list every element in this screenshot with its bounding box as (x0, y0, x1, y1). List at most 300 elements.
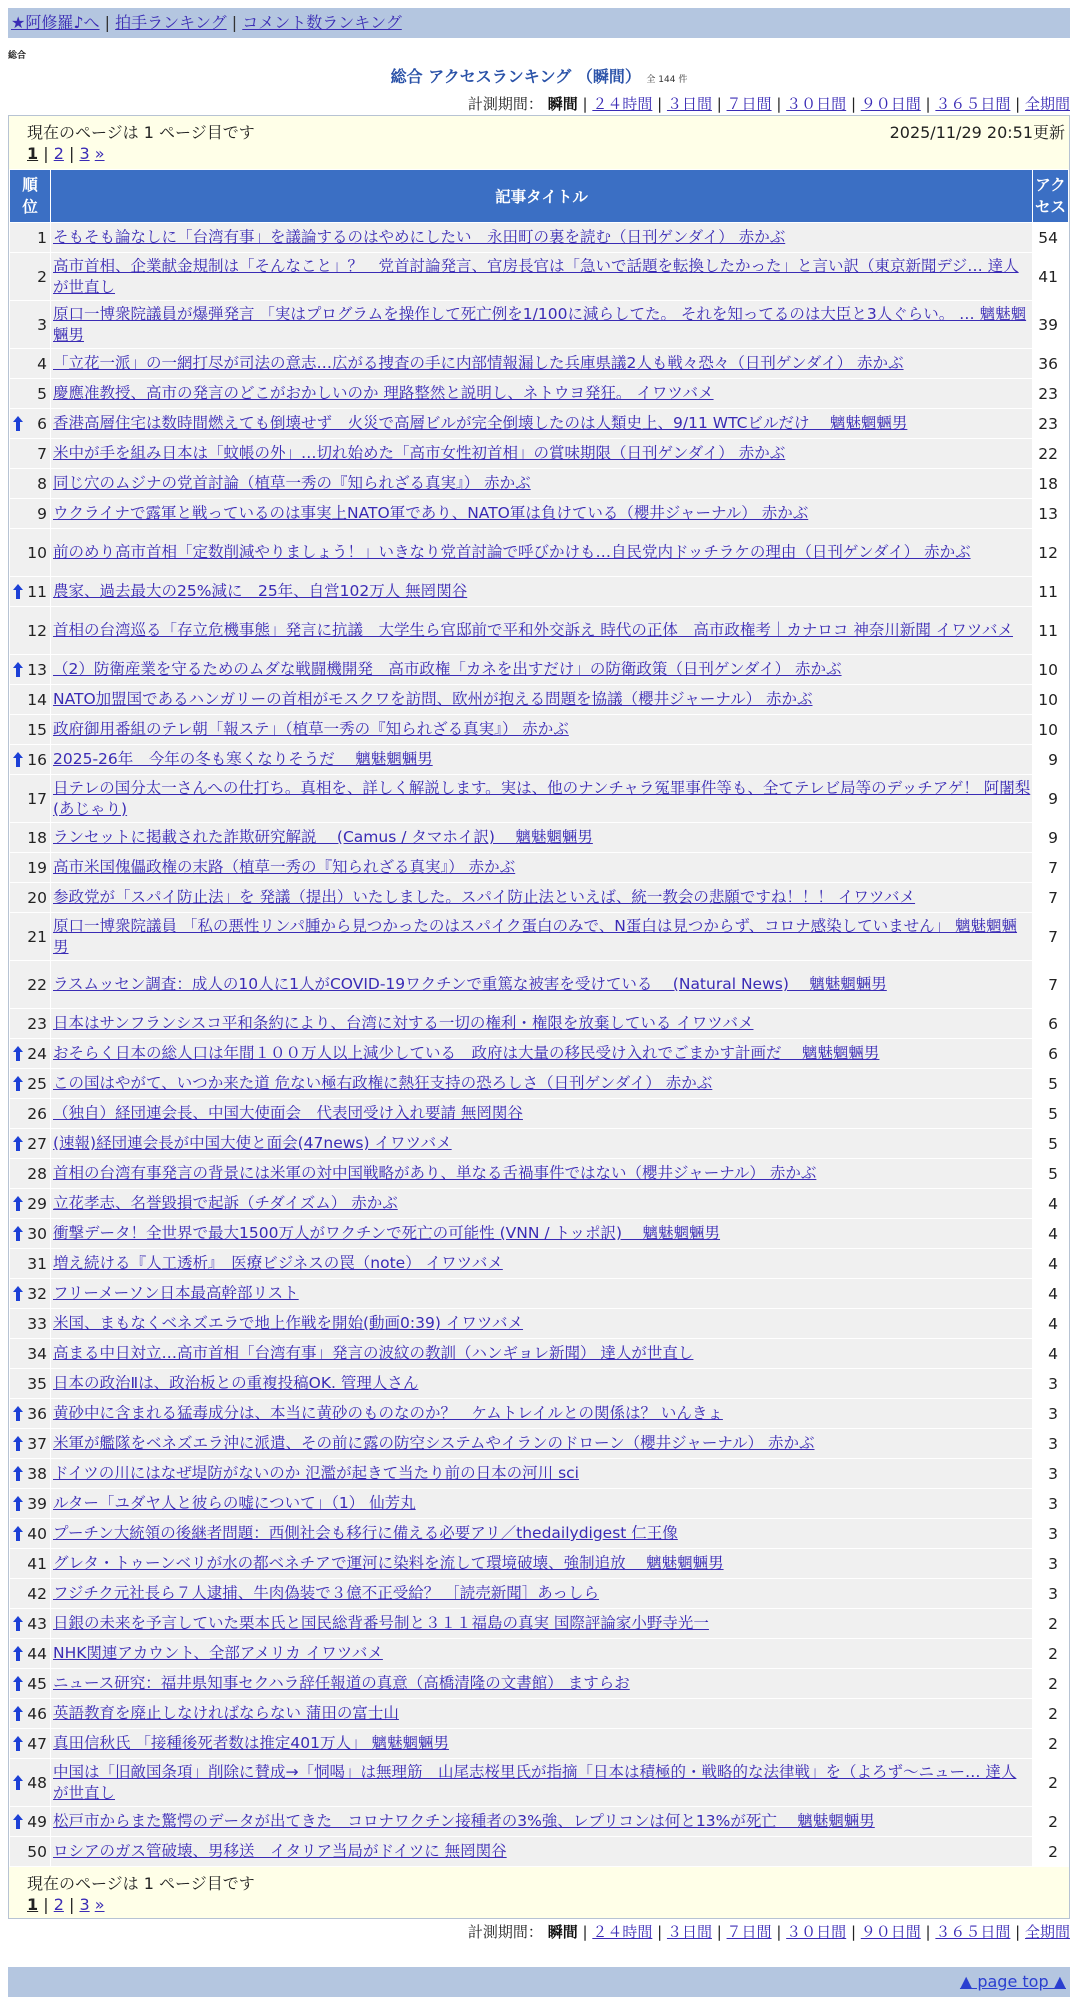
article-link[interactable]: 首相の台湾巡る「存立危機事態」発言に抗議 大学生ら官邸前で平和外交訴え 時代の正体 高市政権考｜カナロコ 神奈川新聞 イワツバメ (53, 621, 1013, 639)
rank-number: 21 (27, 927, 47, 946)
rank-number: 44 (27, 1644, 47, 1663)
table-row (10, 1279, 1068, 1308)
rank-cell (10, 379, 50, 408)
article-link[interactable]: 日本の政治Ⅱは、政治板との重複投稿OK. 管理人さん (53, 1374, 419, 1392)
article-link[interactable]: 米中が手を組み日本は「蚊帳の外」…切れ始めた「高市女性初首相」の賞味期限（日刊ゲンダイ） 赤かぶ (53, 444, 786, 462)
access-count: 23 (1033, 379, 1068, 408)
article-link[interactable]: 2025-26年 今年の冬も寒くなりそうだ 魑魅魍魎男 (53, 750, 433, 768)
rank-number: 48 (27, 1773, 47, 1792)
page-2-link[interactable]: 2 (53, 1895, 64, 1914)
period-label: 計測期間： (467, 95, 543, 113)
title-cell (51, 301, 1032, 348)
rank-up-arrow-icon (12, 1525, 24, 1543)
title-cell (51, 1729, 1032, 1758)
page-3-link[interactable]: 3 (79, 144, 90, 163)
rank-cell (10, 1669, 50, 1698)
access-count: 7 (1033, 853, 1068, 882)
period-selector-top: 計測期間： 瞬間 | ２４時間 | ３日間 | ７日間 | ３０日間 | ９０日間 | ３６５日間 | 全期間 (467, 95, 1070, 113)
article-link[interactable]: ランセットに掲載された詐欺研究解説 (Camus / タマホイ訳) 魑魅魍魎男 (53, 828, 593, 846)
title-cell (51, 253, 1032, 300)
period-7d-link[interactable]: ７日間 (726, 95, 772, 113)
article-link[interactable]: NHK関連アカウント、全部アメリカ イワツバメ (53, 1644, 383, 1662)
rank-cell (10, 1099, 50, 1128)
access-count: 7 (1033, 913, 1068, 960)
article-link[interactable]: 日銀の未来を予言していた栗本氏と国民総背番号制と３１１福島の真実 国際評論家小野寺光一 (53, 1614, 709, 1632)
access-count: 2 (1033, 1759, 1068, 1806)
article-link[interactable]: ニュース研究：福井県知事セクハラ辞任報道の真意（高橋清隆の文書館） ますらお (53, 1674, 630, 1692)
nav-separator: | (231, 13, 238, 32)
current-page-text: 現在のページは 1 ページ目です (27, 123, 255, 142)
article-link[interactable]: ウクライナで露軍と戦っているのは事実上NATO軍であり、NATO軍は負けている（櫻井ジャーナル） 赤かぶ (53, 504, 809, 522)
table-row (10, 1069, 1068, 1098)
rank-cell (10, 1519, 50, 1548)
article-link[interactable]: 高まる中日対立…高市首相「台湾有事」発言の波紋の教訓（ハンギョレ新聞） 達人が世直し (53, 1344, 694, 1362)
rank-number: 35 (27, 1374, 47, 1393)
rank-up-arrow-icon (12, 1774, 24, 1792)
access-count: 10 (1033, 655, 1068, 684)
rank-up-arrow-icon (12, 1075, 24, 1093)
article-link[interactable]: 中国は「旧敵国条項」削除に賛成→「恫喝」は無理筋 山尾志桜里氏が指摘「日本は積極的・戦略的な法律戦」を（よろず〜ニュー… 達人が世直し (53, 1762, 1017, 1802)
table-row (10, 1807, 1068, 1836)
title-cell (51, 745, 1032, 774)
access-count: 4 (1033, 1279, 1068, 1308)
access-count: 5 (1033, 1099, 1068, 1128)
access-count: 10 (1033, 715, 1068, 744)
table-row (10, 1039, 1068, 1068)
article-link[interactable]: 米国、まもなくベネズエラで地上作戦を開始(動画0:39) イワツバメ (53, 1314, 524, 1332)
title-cell (51, 1459, 1032, 1488)
article-link[interactable]: 真田信秋氏 「接種後死者数は推定401万人」 魑魅魍魎男 (53, 1734, 449, 1752)
table-row (10, 715, 1068, 744)
rank-cell (10, 655, 50, 684)
access-count: 3 (1033, 1459, 1068, 1488)
clap-ranking-link[interactable]: 拍手ランキング (115, 13, 227, 32)
nav-separator: | (104, 13, 111, 32)
title-cell (51, 685, 1032, 714)
rank-number: 37 (27, 1434, 47, 1453)
period-365d-link[interactable]: ３６５日間 (935, 95, 1011, 113)
rank-cell (10, 469, 50, 498)
rank-number: 38 (27, 1464, 47, 1483)
title-cell (51, 607, 1032, 654)
page-2-link[interactable]: 2 (53, 144, 64, 163)
rank-number: 34 (27, 1344, 47, 1363)
period-all-link[interactable]: 全期間 (1024, 1923, 1070, 1941)
rank-cell (10, 409, 50, 438)
article-link[interactable]: プーチン大統領の後継者問題：西側社会も移行に備える必要アリ／thedailydigest 仁王像 (53, 1524, 678, 1542)
period-365d-link[interactable]: ３６５日間 (935, 1923, 1011, 1941)
access-count: 4 (1033, 1339, 1068, 1368)
access-count: 13 (1033, 499, 1068, 528)
access-count: 3 (1033, 1519, 1068, 1548)
period-24h-link[interactable]: ２４時間 (592, 1923, 653, 1941)
table-row (10, 469, 1068, 498)
table-row (10, 1399, 1068, 1428)
period-30d-link[interactable]: ３０日間 (786, 1923, 847, 1941)
rank-number: 14 (27, 690, 47, 709)
article-link[interactable]: 「立花一派」の一網打尽が司法の意志…広がる捜査の手に内部情報漏した兵庫県議2人も戦々恐々（日刊ゲンダイ） 赤かぶ (53, 354, 904, 372)
access-count: 2 (1033, 1669, 1068, 1698)
title-cell (51, 1549, 1032, 1578)
header-title: 記事タイトル (51, 170, 1032, 222)
rank-number: 39 (27, 1494, 47, 1513)
title-cell (51, 439, 1032, 468)
period-30d-link[interactable]: ３０日間 (786, 95, 847, 113)
rank-cell (10, 1249, 50, 1278)
ranking-rows (10, 223, 1068, 1866)
article-link[interactable]: そもそも論なしに「台湾有事」を議論するのはやめにしたい 永田町の裏を読む（日刊ゲンダイ） 赤かぶ (53, 228, 786, 246)
title-cell (51, 1189, 1032, 1218)
article-link[interactable]: ドイツの川にはなぜ堤防がないのか 氾濫が起きて当たり前の日本の河川 sci (53, 1464, 579, 1482)
rank-number: 1 (37, 228, 47, 247)
title-cell (51, 1009, 1032, 1038)
access-count: 4 (1033, 1249, 1068, 1278)
page (8, 0, 1070, 1997)
rank-cell (10, 1837, 50, 1866)
rank-number: 25 (27, 1074, 47, 1093)
article-link[interactable]: ルター「ユダヤ人と彼らの嘘について」（1） 仙芳丸 (53, 1494, 416, 1512)
title-cell (51, 1369, 1032, 1398)
pagination-top: 1 | 2 | 3 » (27, 144, 105, 163)
access-count: 2 (1033, 1807, 1068, 1836)
article-link[interactable]: フジチク元社長ら７人逮捕、牛肉偽装で３億不正受給？ ［読売新聞］あっしら (53, 1584, 600, 1602)
article-link[interactable]: おそらく日本の総人口は年間１００万人以上減少している 政府は大量の移民受け入れでごまかす計画だ 魑魅魍魎男 (53, 1044, 880, 1062)
article-link[interactable]: （独自）経団連会長、中国大使面会 代表団受け入れ要請 無罔関谷 (53, 1104, 523, 1122)
title-cell (51, 1039, 1032, 1068)
title-cell (51, 1159, 1032, 1188)
access-count: 3 (1033, 1579, 1068, 1608)
site-tag: 総合 (8, 51, 27, 61)
rank-cell (10, 1459, 50, 1488)
table-row (10, 1639, 1068, 1668)
rank-number: 10 (27, 543, 47, 562)
article-link[interactable]: 増え続ける『人工透析』 医療ビジネスの罠（note） イワツバメ (53, 1254, 503, 1272)
table-row (10, 1099, 1068, 1128)
table-row (10, 685, 1068, 714)
access-count: 9 (1033, 823, 1068, 852)
title-cell (51, 1807, 1032, 1836)
rank-up-arrow-icon (12, 1405, 24, 1423)
rank-cell (10, 1807, 50, 1836)
table-row (10, 349, 1068, 378)
rank-cell (10, 1009, 50, 1038)
rank-number: 22 (27, 975, 47, 994)
article-link[interactable]: ラスムッセン調査：成人の10人に1人がCOVID-19ワクチンで重篤な被害を受けている (Natural News) 魑魅魍魎男 (53, 975, 887, 993)
rank-cell (10, 223, 50, 252)
title-cell (51, 1399, 1032, 1428)
rank-number: 24 (27, 1044, 47, 1063)
access-count: 3 (1033, 1489, 1068, 1518)
rank-up-arrow-icon (12, 1285, 24, 1303)
title-cell (51, 655, 1032, 684)
table-row (10, 439, 1068, 468)
title-cell (51, 1309, 1032, 1338)
table-row (10, 1249, 1068, 1278)
period-90d-link[interactable]: ９０日間 (860, 95, 921, 113)
rank-number: 8 (37, 474, 47, 493)
home-link[interactable]: ★阿修羅♪へ (11, 13, 100, 32)
table-row (10, 1699, 1068, 1728)
article-link[interactable]: グレタ・トゥーンベリが水の都ベネチアで運河に染料を流して環境破壊、強制追放 魑魅魍魎男 (53, 1554, 724, 1572)
title-cell (51, 1699, 1032, 1728)
rank-cell (10, 1549, 50, 1578)
rank-cell (10, 499, 50, 528)
article-link[interactable]: 政府御用番組のテレ朝「報ステ」（植草一秀の『知られざる真実』） 赤かぶ (53, 720, 569, 738)
total-count: 全 144 件 (646, 75, 688, 85)
table-row (10, 1339, 1068, 1368)
title-cell (51, 1579, 1032, 1608)
rank-number: 16 (27, 750, 47, 769)
rank-cell (10, 529, 50, 576)
access-count: 11 (1033, 577, 1068, 606)
table-row (10, 1669, 1068, 1698)
table-row (10, 775, 1068, 822)
article-link[interactable]: （2）防衛産業を守るためのムダな戦闘機開発 高市政権「カネを出すだけ」の防衛政策（日刊ゲンダイ） 赤かぶ (53, 660, 842, 678)
page-next-link[interactable]: » (94, 1895, 105, 1914)
access-count: 2 (1033, 1639, 1068, 1668)
access-count: 22 (1033, 439, 1068, 468)
rank-cell (10, 349, 50, 378)
period-label: 計測期間： (467, 1923, 543, 1941)
title-cell (51, 1639, 1032, 1668)
title-cell (51, 1129, 1032, 1158)
rank-number: 11 (27, 582, 47, 601)
rank-number: 17 (27, 789, 47, 808)
rank-cell (10, 1189, 50, 1218)
pagination-bottom: 1 | 2 | 3 » (27, 1895, 105, 1914)
rank-cell (10, 1369, 50, 1398)
rank-number: 18 (27, 828, 47, 847)
access-count: 5 (1033, 1129, 1068, 1158)
ranking-box (8, 115, 1070, 1919)
rank-number: 9 (37, 504, 47, 523)
rank-cell (10, 685, 50, 714)
table-row (10, 1189, 1068, 1218)
rank-number: 23 (27, 1014, 47, 1033)
article-link[interactable]: 原口一博衆院議員が爆弾発言 「実はプログラムを操作して死亡例を1/100に減らしてた。 それを知ってるのは大臣と3人ぐらい。 … 魑魅魍魎男 (53, 304, 1027, 344)
table-row (10, 1159, 1068, 1188)
rank-number: 42 (27, 1584, 47, 1603)
article-link[interactable]: 高市首相、企業献金規制は「そんなこと」？ 党首討論発言、官房長官は「急いで話題を転換したかった」と言い訳（東京新聞デジ… 達人が世直し (53, 256, 1019, 296)
period-3d-link[interactable]: ３日間 (666, 1923, 712, 1941)
rank-cell (10, 1489, 50, 1518)
access-count: 6 (1033, 1009, 1068, 1038)
rank-number: 13 (27, 660, 47, 679)
rank-cell (10, 1579, 50, 1608)
rank-number: 50 (27, 1842, 47, 1861)
rank-number: 30 (27, 1224, 47, 1243)
title-cell (51, 1249, 1032, 1278)
page-title (8, 64, 1070, 87)
period-current: 瞬間 (547, 95, 578, 113)
rank-cell (10, 439, 50, 468)
title-cell (51, 1429, 1032, 1458)
table-row (10, 1429, 1068, 1458)
title-cell (51, 883, 1032, 912)
title-cell (51, 529, 1032, 576)
rank-up-arrow-icon (12, 1435, 24, 1453)
title-cell (51, 499, 1032, 528)
article-link[interactable]: 参政党が「スパイ防止法」を 発議（提出）いたしました。スパイ防止法といえば、統一教会の悲願ですね！！！ イワツバメ (53, 888, 916, 906)
rank-up-arrow-icon (12, 415, 24, 433)
table-row (10, 961, 1068, 1008)
title-cell (51, 1279, 1032, 1308)
title-cell (51, 469, 1032, 498)
rank-cell (10, 823, 50, 852)
title-cell (51, 409, 1032, 438)
current-page-text: 現在のページは 1 ページ目です (27, 1874, 255, 1893)
period-selector-bottom: 計測期間： 瞬間 | ２４時間 | ３日間 | ７日間 | ３０日間 | ９０日間 | ３６５日間 | 全期間 (467, 1923, 1070, 1941)
article-link[interactable]: 英語教育を廃止しなければならない 蒲田の富士山 (53, 1704, 399, 1722)
rank-number: 15 (27, 720, 47, 739)
article-link[interactable]: 立花孝志、名誉毀損で起訴（チダイズム） 赤かぶ (53, 1194, 398, 1212)
rank-cell (10, 1609, 50, 1638)
rank-up-arrow-icon (12, 1495, 24, 1513)
ranking-table (9, 169, 1069, 1867)
access-count: 4 (1033, 1219, 1068, 1248)
rank-cell (10, 1429, 50, 1458)
rank-cell (10, 1039, 50, 1068)
period-3d-link[interactable]: ３日間 (666, 95, 712, 113)
table-row (10, 1549, 1068, 1578)
table-row (10, 1459, 1068, 1488)
table-row (10, 1519, 1068, 1548)
rank-number: 4 (37, 354, 47, 373)
article-link[interactable]: 慶應准教授、高市の発言のどこがおかしいのか 理路整然と説明し、ネトウヨ発狂。 イワツバメ (53, 384, 714, 402)
page-info-top (9, 116, 1069, 169)
rank-cell (10, 1069, 50, 1098)
access-count: 2 (1033, 1837, 1068, 1866)
table-row (10, 409, 1068, 438)
table-row (10, 1759, 1068, 1806)
rank-number: 43 (27, 1614, 47, 1633)
rank-up-arrow-icon (12, 1045, 24, 1063)
header-access: アク セス (1033, 170, 1068, 222)
title-cell (51, 1489, 1032, 1518)
rank-up-arrow-icon (12, 583, 24, 601)
rank-cell (10, 961, 50, 1008)
article-link[interactable]: 日本はサンフランシスコ平和条約により、台湾に対する一切の権利・権限を放棄している イワツバメ (53, 1014, 754, 1032)
rank-up-arrow-icon (12, 1195, 24, 1213)
table-row (10, 607, 1068, 654)
article-link[interactable]: フリーメーソン日本最高幹部リスト (53, 1284, 299, 1302)
period-all-link[interactable]: 全期間 (1024, 95, 1070, 113)
table-row (10, 1369, 1068, 1398)
access-count: 3 (1033, 1369, 1068, 1398)
rank-cell (10, 1729, 50, 1758)
access-count: 4 (1033, 1189, 1068, 1218)
access-count: 7 (1033, 883, 1068, 912)
rank-cell (10, 1399, 50, 1428)
article-link[interactable]: 原口一博衆院議員 「私の悪性リンパ腫から見つかったのはスパイク蛋白のみで、N蛋白は見つからず、コロナ感染していません」 魑魅魍魎男 (53, 916, 1018, 956)
rank-number: 2 (37, 267, 47, 286)
rank-number: 29 (27, 1194, 47, 1213)
comment-ranking-link[interactable]: コメント数ランキング (242, 13, 402, 32)
title-cell (51, 961, 1032, 1008)
page-top-link[interactable]: ▲ page top ▲ (959, 1972, 1066, 1991)
rank-number: 7 (37, 444, 47, 463)
rank-cell (10, 1759, 50, 1806)
period-90d-link[interactable]: ９０日間 (860, 1923, 921, 1941)
article-link[interactable]: 米軍が艦隊をベネズエラ沖に派遣、その前に露の防空システムやイランのドローン（櫻井ジャーナル） 赤かぶ (53, 1434, 815, 1452)
rank-up-arrow-icon (12, 751, 24, 769)
rank-number: 40 (27, 1524, 47, 1543)
title-cell (51, 1519, 1032, 1548)
period-24h-link[interactable]: ２４時間 (592, 95, 653, 113)
rank-cell (10, 1159, 50, 1188)
rank-cell (10, 853, 50, 882)
access-count: 11 (1033, 607, 1068, 654)
article-link[interactable]: 黄砂中に含まれる猛毒成分は、本当に黄砂のものなのか？ ケムトレイルとの関係は？ いんきょ (53, 1404, 723, 1422)
title-cell (51, 823, 1032, 852)
article-link[interactable]: 前のめり高市首相「定数削減やりましょう！」いきなり党首討論で呼びかけも…自民党内ドッチラケの理由（日刊ゲンダイ） 赤かぶ (53, 543, 971, 561)
article-link[interactable]: NATO加盟国であるハンガリーの首相がモスクワを訪問、欧州が抱える問題を協議（櫻井ジャーナル） 赤かぶ (53, 690, 813, 708)
article-link[interactable]: 高市米国傀儡政権の末路（植草一秀の『知られざる真実』） 赤かぶ (53, 858, 516, 876)
article-link[interactable]: 香港高層住宅は数時間燃えても倒壊せず 火災で高層ビルが完全倒壊したのは人類史上、9/11 WTCビルだけ 魑魅魍魎男 (53, 414, 908, 432)
period-7d-link[interactable]: ７日間 (726, 1923, 772, 1941)
title-cell (51, 379, 1032, 408)
table-row (10, 301, 1068, 348)
title-cell (51, 1837, 1032, 1866)
article-link[interactable]: 日テレの国分太一さんへの仕打ち。真相を、詳しく解説します。実は、他のナンチャラ冤罪事件等も、全てテレビ局等のデッチアゲ！ 阿闍梨(あじゃり) (53, 778, 1031, 818)
rank-cell (10, 775, 50, 822)
title-cell (51, 1219, 1032, 1248)
rank-number: 49 (27, 1812, 47, 1831)
table-row (10, 1489, 1068, 1518)
access-count: 54 (1033, 223, 1068, 252)
rank-number: 32 (27, 1284, 47, 1303)
rank-cell (10, 1279, 50, 1308)
article-link[interactable]: 農家、過去最大の25%減に 25年、自営102万人 無罔関谷 (53, 582, 468, 600)
page-next-link[interactable]: » (94, 144, 105, 163)
table-row (10, 1837, 1068, 1866)
page-current: 1 (27, 144, 39, 163)
rank-number: 3 (37, 315, 47, 334)
article-link[interactable]: 同じ穴のムジナの党首討論（植草一秀の『知られざる真実』） 赤かぶ (53, 474, 531, 492)
article-link[interactable]: 衝撃データ！全世界で最大1500万人がワクチンで死亡の可能性 (VNN / トッポ訳) 魑魅魍魎男 (53, 1224, 721, 1242)
article-link[interactable]: (速報)経団連会長が中国大使と面会(47news) イワツバメ (53, 1134, 452, 1152)
table-row (10, 1219, 1068, 1248)
article-link[interactable]: ロシアのガス管破壊、男移送 イタリア当局がドイツに 無罔関谷 (53, 1842, 507, 1860)
title-cell (51, 913, 1032, 960)
article-link[interactable]: 首相の台湾有事発言の背景には米軍の対中国戦略があり、単なる舌禍事件ではない（櫻井ジャーナル） 赤かぶ (53, 1164, 817, 1182)
table-row (10, 853, 1068, 882)
access-count: 2 (1033, 1609, 1068, 1638)
access-count: 3 (1033, 1429, 1068, 1458)
rank-up-arrow-icon (12, 1675, 24, 1693)
footer-bar (8, 1967, 1070, 1997)
rank-cell (10, 607, 50, 654)
rank-up-arrow-icon (12, 1735, 24, 1753)
table-row (10, 1579, 1068, 1608)
access-count: 3 (1033, 1549, 1068, 1578)
table-row (10, 529, 1068, 576)
article-link[interactable]: 松戸市からまた驚愕のデータが出てきた コロナワクチン接種者の3%強、レプリコンは何と13%が死亡 魑魅魍魎男 (53, 1812, 875, 1830)
access-count: 6 (1033, 1039, 1068, 1068)
rank-number: 5 (37, 384, 47, 403)
rank-up-arrow-icon (12, 1705, 24, 1723)
table-row (10, 823, 1068, 852)
table-row (10, 1009, 1068, 1038)
rank-number: 19 (27, 858, 47, 877)
table-row (10, 1609, 1068, 1638)
article-link[interactable]: この国はやがて、いつか来た道 危ない極右政権に熱狂支持の恐ろしさ（日刊ゲンダイ） 赤かぶ (53, 1074, 713, 1092)
page-3-link[interactable]: 3 (79, 1895, 90, 1914)
rank-up-arrow-icon (12, 661, 24, 679)
rank-number: 33 (27, 1314, 47, 1333)
rank-number: 27 (27, 1134, 47, 1153)
title-cell (51, 853, 1032, 882)
